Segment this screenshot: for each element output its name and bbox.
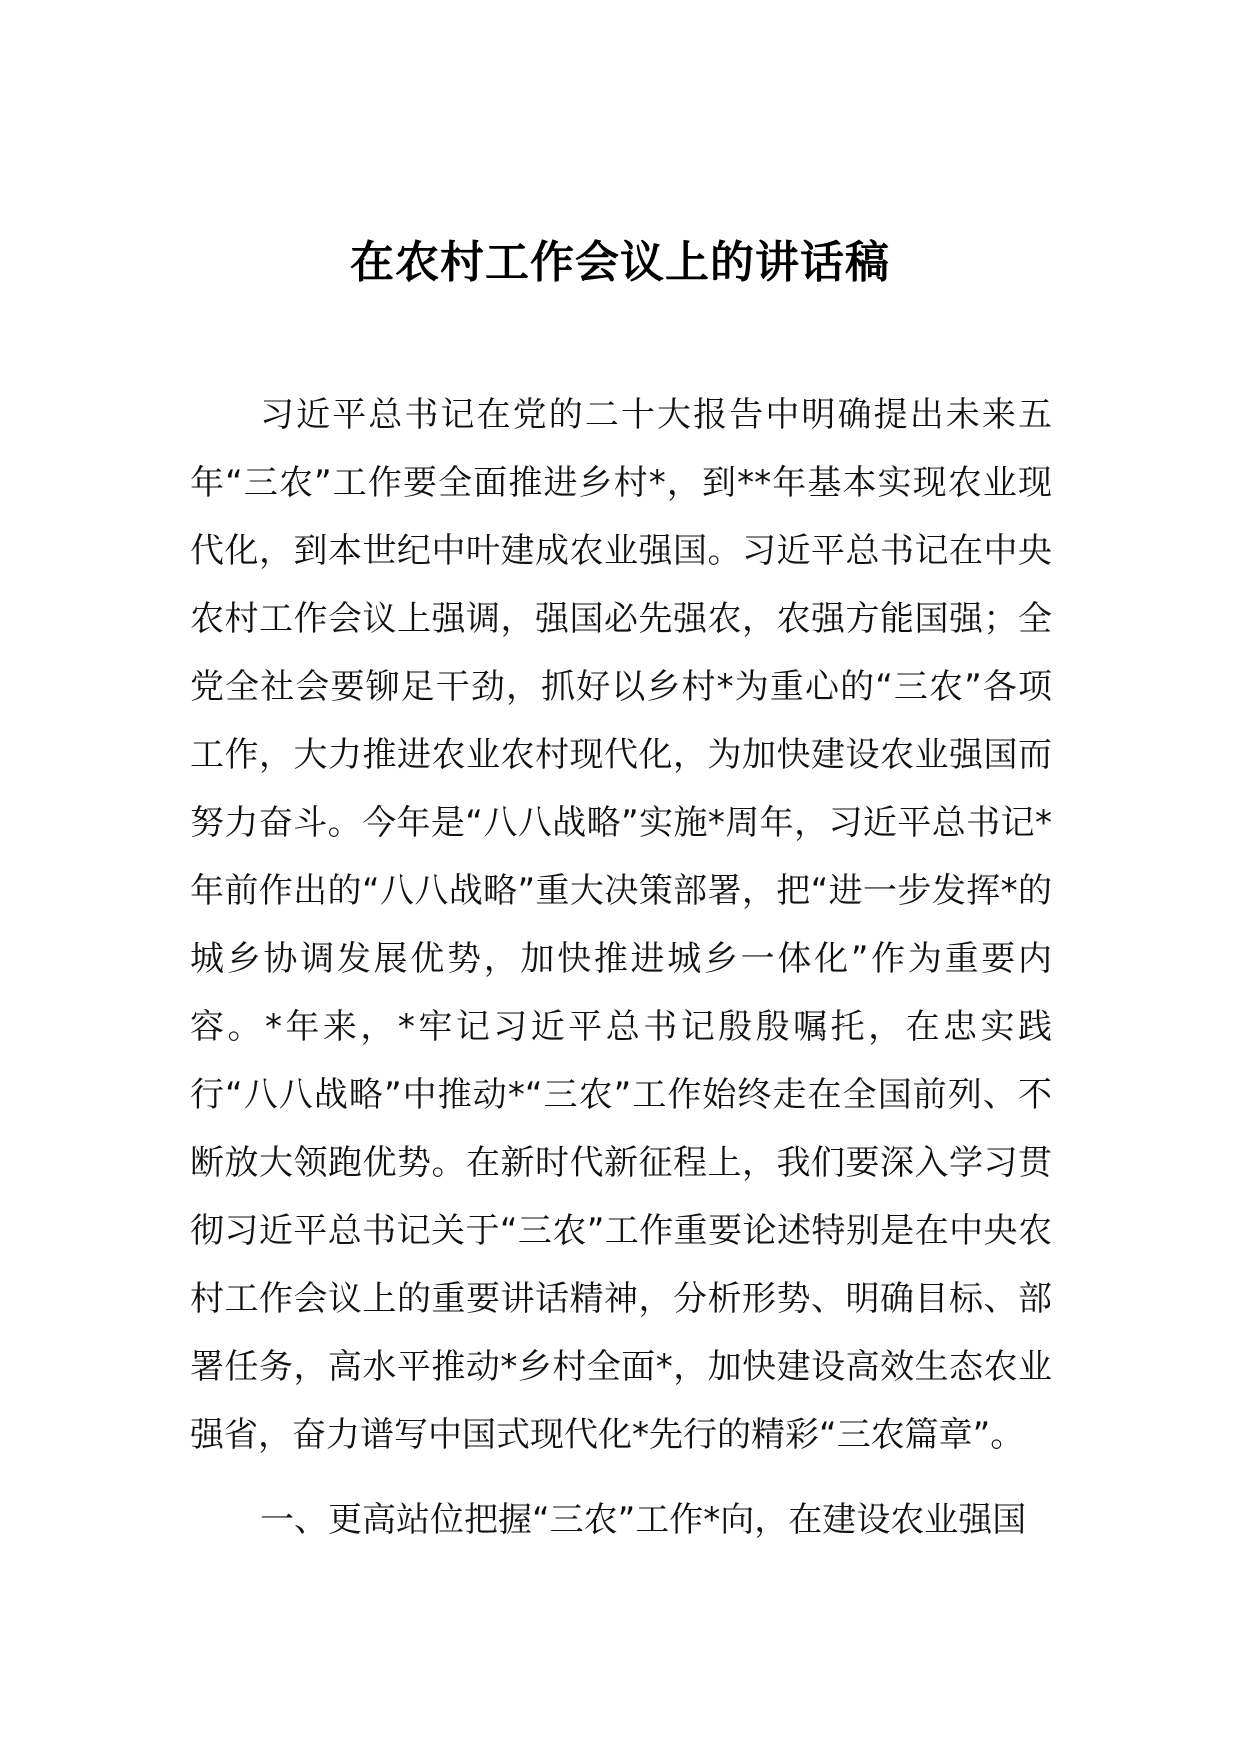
- document-title: 在农村工作会议上的讲话稿: [350, 237, 890, 289]
- intro-paragraph: 习近平总书记在党的二十大报告中明确提出未来五年“三农”工作要全面推进乡村*，到**年基本实现农业现代化，到本世纪中叶建成农业强国。习近平总书记在中央农村工作会议上强调，强国必先强农，农强方能国强；全党全社会要铆足干劲，抓好以乡村*为重心的“三农”各项工作，大力推进农业农村现代化，为加快建设农业强国而努力奋斗。今年是“八八战略”实施*周年，习近平总书记*年前作出的“八八战略”重大决策部署，把“进一步发挥*的城乡协调发展优势，加快推进城乡一体化”作为重要内容。*年来，*牢记习近平总书记殷殷嘱托，在忠实践行“八八战略”中推动*“三农”工作始终走在全国前列、不断放大领跑优势。在新时代新征程上，我们要深入学习贯彻习近平总书记关于“三农”工作重要论述特别是在中央农村工作会议上的重要讲话精神，分析形势、明确目标、部署任务，高水平推动*乡村全面*，加快建设高效生态农业强省，奋力谱写中国式现代化*先行的精彩“三农篇章”。: [190, 395, 1052, 1455]
- section-heading-1: 一、更高站位把握“三农”工作*向，在建设农业强国: [260, 1500, 1027, 1540]
